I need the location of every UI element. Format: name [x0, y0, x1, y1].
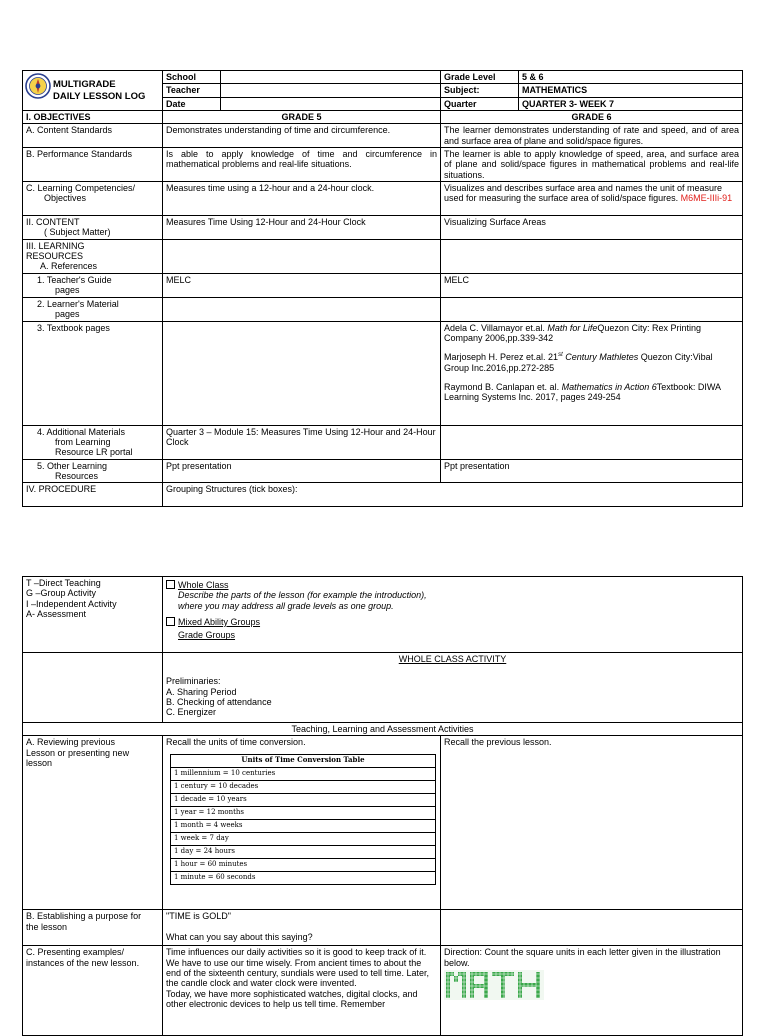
grade6-heading: GRADE 6 — [441, 111, 743, 124]
conversion-row: 1 decade = 10 years — [171, 793, 436, 806]
teachers-guide-g5: MELC — [163, 273, 441, 297]
conversion-table-title: Units of Time Conversion Table — [171, 754, 436, 767]
competencies-line-1: C. Learning Competencies/ — [26, 183, 136, 194]
subject-value: MATHEMATICS — [519, 84, 743, 97]
purpose-g5: "TIME is GOLD" What can you say about this saying? — [163, 910, 441, 946]
content-line-1: II. CONTENT — [26, 217, 80, 228]
content-standards-label: A. Content Standards — [23, 124, 163, 148]
objectives-heading: I. OBJECTIVES — [23, 111, 163, 124]
logo-line-2: DAILY LESSON LOG — [53, 90, 146, 102]
mixed-ability-checkbox[interactable] — [166, 617, 175, 626]
math-grid-illustration — [444, 970, 544, 1000]
whole-class-desc-2: where you may address all grade levels as one group. — [178, 600, 394, 611]
conversion-row: 1 minute = 60 seconds — [171, 871, 436, 884]
whole-class-activity-title: WHOLE CLASS ACTIVITY — [398, 654, 507, 664]
grade-groups-label: Grade Groups — [178, 630, 236, 641]
other-resources-g6: Ppt presentation — [441, 459, 743, 483]
activity-key: T –Direct Teaching G –Group Activity I –Independent Activity A- Assessment — [23, 577, 163, 653]
examples-label: C. Presenting examples/ instances of the new lesson. — [23, 946, 163, 1036]
performance-standards-label: B. Performance Standards — [23, 148, 163, 182]
grade-level-value: 5 & 6 — [519, 71, 743, 84]
competencies-line-2: Objectives — [44, 193, 87, 204]
content-label — [23, 216, 163, 240]
whole-class-desc-1: Describe the parts of the lesson (for example the introduction), — [178, 590, 427, 601]
examples-g6: Direction: Count the square units in each letter given in the illustration below. — [441, 946, 743, 1036]
performance-standards-g6: The learner is able to apply knowledge of speed, area, and surface area of plane and solid/space figures in mathematical problems and real-life situations. — [441, 148, 743, 182]
logo-cell — [23, 71, 163, 111]
references-label: A. References — [40, 261, 98, 272]
subject-label: Subject: — [441, 84, 519, 97]
reviewing-g6: Recall the previous lesson. — [441, 736, 743, 910]
content-standards-g5: Demonstrates understanding of time and circumference. — [163, 124, 441, 148]
competencies-g5: Measures time using a 12-hour and a 24-hour clock. — [163, 182, 441, 216]
conversion-row: 1 month = 4 weeks — [171, 819, 436, 832]
teachers-guide-label: 1. Teacher's Guide pages — [23, 273, 163, 297]
teacher-label: Teacher — [163, 84, 221, 97]
content-g5: Measures Time Using 12-Hour and 24-Hour Clock — [163, 216, 441, 240]
resources-line-1: III. LEARNING — [26, 240, 85, 251]
quarter-value: QUARTER 3- WEEK 7 — [519, 97, 743, 110]
mixed-ability-label: Mixed Ability Groups — [178, 617, 261, 628]
learners-material-label: 2. Learner's Material pages — [23, 297, 163, 321]
grouping-structures: Grouping Structures (tick boxes): — [163, 483, 743, 507]
textbook-ref-3: Raymond B. Canlapan et. al. Mathematics in Action 6Textbook: DIWA Learning Systems Inc. 2017, pages 249-254 — [444, 381, 721, 403]
teacher-field[interactable] — [221, 84, 441, 97]
math-squares-icon — [444, 970, 544, 1000]
conversion-row: 1 year = 12 months — [171, 806, 436, 819]
competency-code: M6ME-IIIi-91 — [680, 193, 733, 204]
other-resources-g5: Ppt presentation — [163, 459, 441, 483]
competencies-g6 — [441, 182, 743, 216]
conversion-row: 1 hour = 60 minutes — [171, 858, 436, 871]
logo-line-1: MULTIGRADE — [53, 79, 116, 90]
competencies-g6-text: Visualizes and describes surface area and names the unit of measure used for measuring the surface area of solid/space figures. — [444, 183, 722, 204]
textbook-ref-1: Adela C. Villamayor et.al. Math for LifeQuezon City: Rex Printing Company 2006,pp.339-342 — [444, 322, 701, 343]
conversion-row: 1 week = 7 day — [171, 832, 436, 845]
lesson-log-table — [22, 70, 743, 507]
purpose-label: B. Establishing a purpose for the lesson — [23, 910, 163, 946]
grouping-options — [163, 577, 743, 653]
teachers-guide-g6: MELC — [441, 273, 743, 297]
examples-g5: Time influences our daily activities so it is good to keep track of it. We have to use our time wisely. From ancient times to about the end of the sixteenth century, sundials were used to tell time. Later, the candle clock and water clock were invented. Today, we have more sophisticated watches, digital clocks, and other electronic devices to help us tell time. Remember — [163, 946, 441, 1036]
conversion-row: 1 day = 24 hours — [171, 845, 436, 858]
procedure-heading: IV. PROCEDURE — [23, 483, 163, 507]
textbook-pages-label: 3. Textbook pages — [23, 321, 163, 425]
conversion-row: 1 century = 10 decades — [171, 780, 436, 793]
resources-label — [23, 239, 163, 273]
school-label: School — [163, 71, 221, 84]
grade5-heading: GRADE 5 — [163, 111, 441, 124]
reviewing-label: A. Reviewing previous Lesson or presenting new lesson — [23, 736, 163, 910]
deped-seal-icon — [25, 73, 51, 99]
conversion-row: 1 millennium = 10 centuries — [171, 767, 436, 780]
performance-standards-g5: Is able to apply knowledge of time and circumference in mathematical problems and real-life situations. — [163, 148, 441, 182]
content-g6: Visualizing Surface Areas — [441, 216, 743, 240]
date-label: Date — [163, 97, 221, 110]
additional-materials-g5: Quarter 3 – Module 15: Measures Time Using 12-Hour and 24-Hour Clock — [163, 425, 441, 459]
content-standards-g6: The learner demonstrates understanding of rate and speed, and of area and surface area of plane and solid/space figures. — [441, 124, 743, 148]
tla-heading: Teaching, Learning and Assessment Activities — [23, 723, 743, 736]
whole-class-checkbox[interactable] — [166, 580, 175, 589]
procedure-table — [22, 576, 743, 1036]
resources-line-2: RESOURCES — [26, 251, 84, 262]
reviewing-g5: Recall the units of time conversion. Units of Time Conversion Table 1 millennium = 10 centuries 1 century = 10 decades 1 decade = 10 years 1 year = 12 months 1 month = 4 weeks 1 week = 7 day 1 day = 24 hours 1 hour = 60 minutes 1 minute = 60 seconds — [163, 736, 441, 910]
whole-class-activity: WHOLE CLASS ACTIVITY Preliminaries: A. Sharing Period B. Checking of attendance C. Energizer — [163, 653, 743, 723]
competencies-label — [23, 182, 163, 216]
date-field[interactable] — [221, 97, 441, 110]
additional-materials-label: 4. Additional Materials from Learning Resource LR portal — [23, 425, 163, 459]
quarter-label: Quarter — [441, 97, 519, 110]
content-line-2: ( Subject Matter) — [44, 227, 111, 238]
time-conversion-table — [170, 754, 436, 885]
textbook-references — [441, 321, 743, 425]
textbook-ref-2: Marjoseph H. Perez et.al. 21st Century Mathletes Quezon City:Vibal Group Inc.2016,pp.272-285 — [444, 352, 713, 373]
whole-class-label: Whole Class — [178, 580, 229, 590]
school-field[interactable] — [221, 71, 441, 84]
other-resources-label: 5. Other Learning Resources — [23, 459, 163, 483]
grade-level-label: Grade Level — [441, 71, 519, 84]
